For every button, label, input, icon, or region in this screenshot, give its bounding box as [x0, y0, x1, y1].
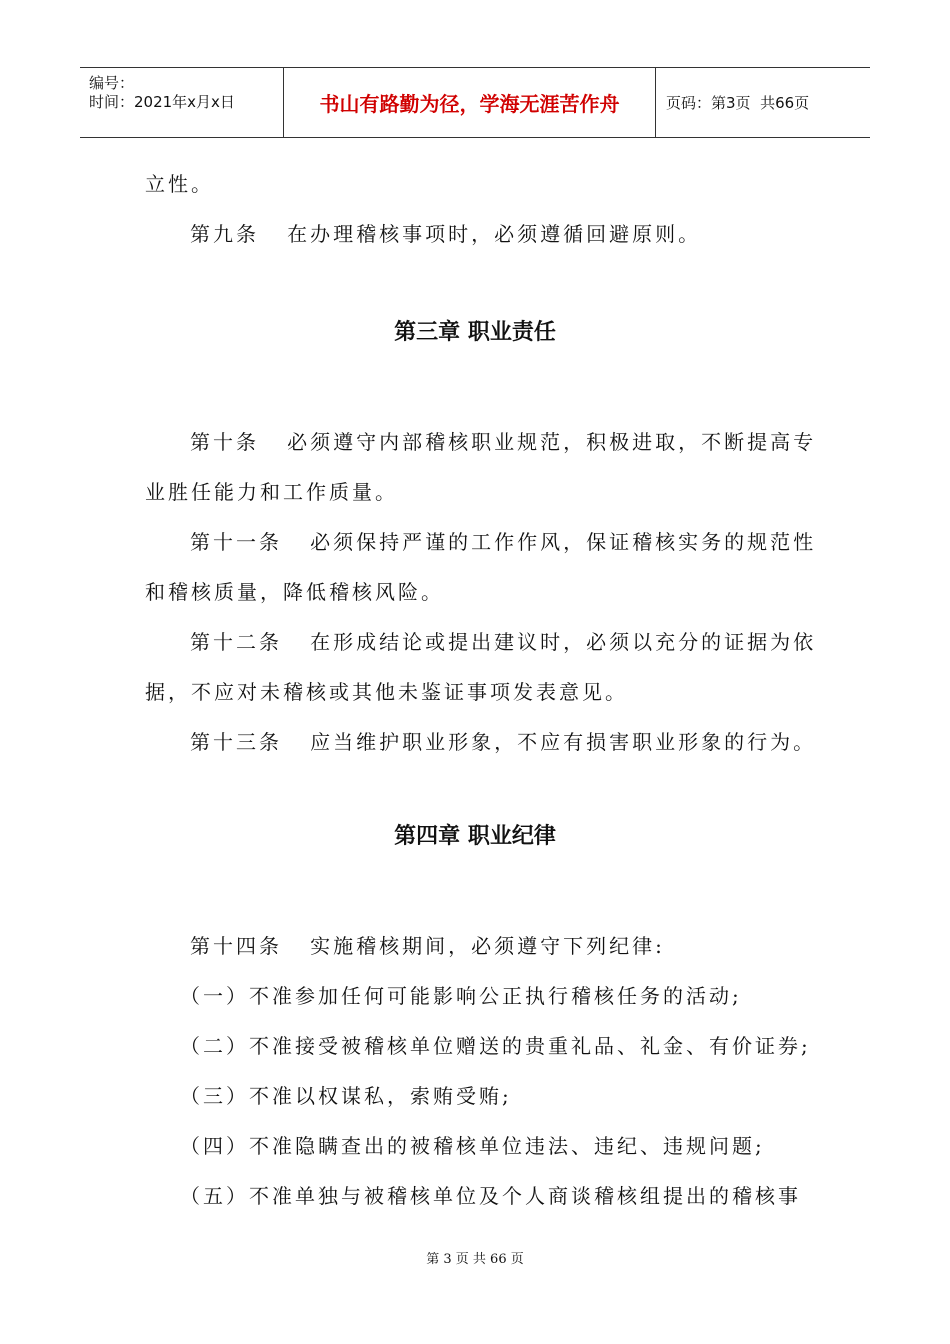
article-11-cont: 和稽核质量，降低稽核风险。: [145, 580, 444, 604]
body-line: 立性。: [145, 172, 214, 196]
list-item: （四）不准隐瞒查出的被稽核单位违法、违纪、违规问题;: [180, 1134, 765, 1158]
header-page-info: 页码：第3页 共66页: [666, 94, 810, 112]
document-date: 时间：2021年x月x日: [89, 93, 235, 111]
article-10-cont: 业胜任能力和工作质量。: [145, 480, 398, 504]
article-12: 第十二条 在形成结论或提出建议时，必须以充分的证据为依: [190, 630, 817, 654]
page-footer: 第 3 页 共 66 页: [426, 1252, 524, 1267]
list-item: （一）不准参加任何可能影响公正执行稽核任务的活动;: [180, 984, 742, 1008]
header-motto: 书山有路勤为径，学海无涯苦作舟: [284, 68, 656, 137]
document-number-label: 编号：: [89, 74, 135, 92]
chapter-heading: 第三章 职业责任: [394, 320, 556, 345]
header-meta-cell: [80, 68, 284, 137]
page-header: [80, 67, 870, 138]
list-item: （三）不准以权谋私，索贿受贿;: [180, 1084, 512, 1108]
article-9: 第九条 在办理稽核事项时，必须遵循回避原则。: [190, 222, 702, 246]
article-13: 第十三条 应当维护职业形象，不应有损害职业形象的行为。: [190, 730, 817, 754]
list-item: （二）不准接受被稽核单位赠送的贵重礼品、礼金、有价证券;: [180, 1034, 811, 1058]
article-10: 第十条 必须遵守内部稽核职业规范，积极进取，不断提高专: [190, 430, 817, 454]
article-11: 第十一条 必须保持严谨的工作作风，保证稽核实务的规范性: [190, 530, 817, 554]
list-item: （五）不准单独与被稽核单位及个人商谈稽核组提出的稽核事: [180, 1184, 801, 1208]
article-12-cont: 据，不应对未稽核或其他未鉴证事项发表意见。: [145, 680, 628, 704]
article-14: 第十四条 实施稽核期间，必须遵守下列纪律:: [190, 934, 665, 958]
chapter-heading: 第四章 职业纪律: [394, 824, 556, 849]
